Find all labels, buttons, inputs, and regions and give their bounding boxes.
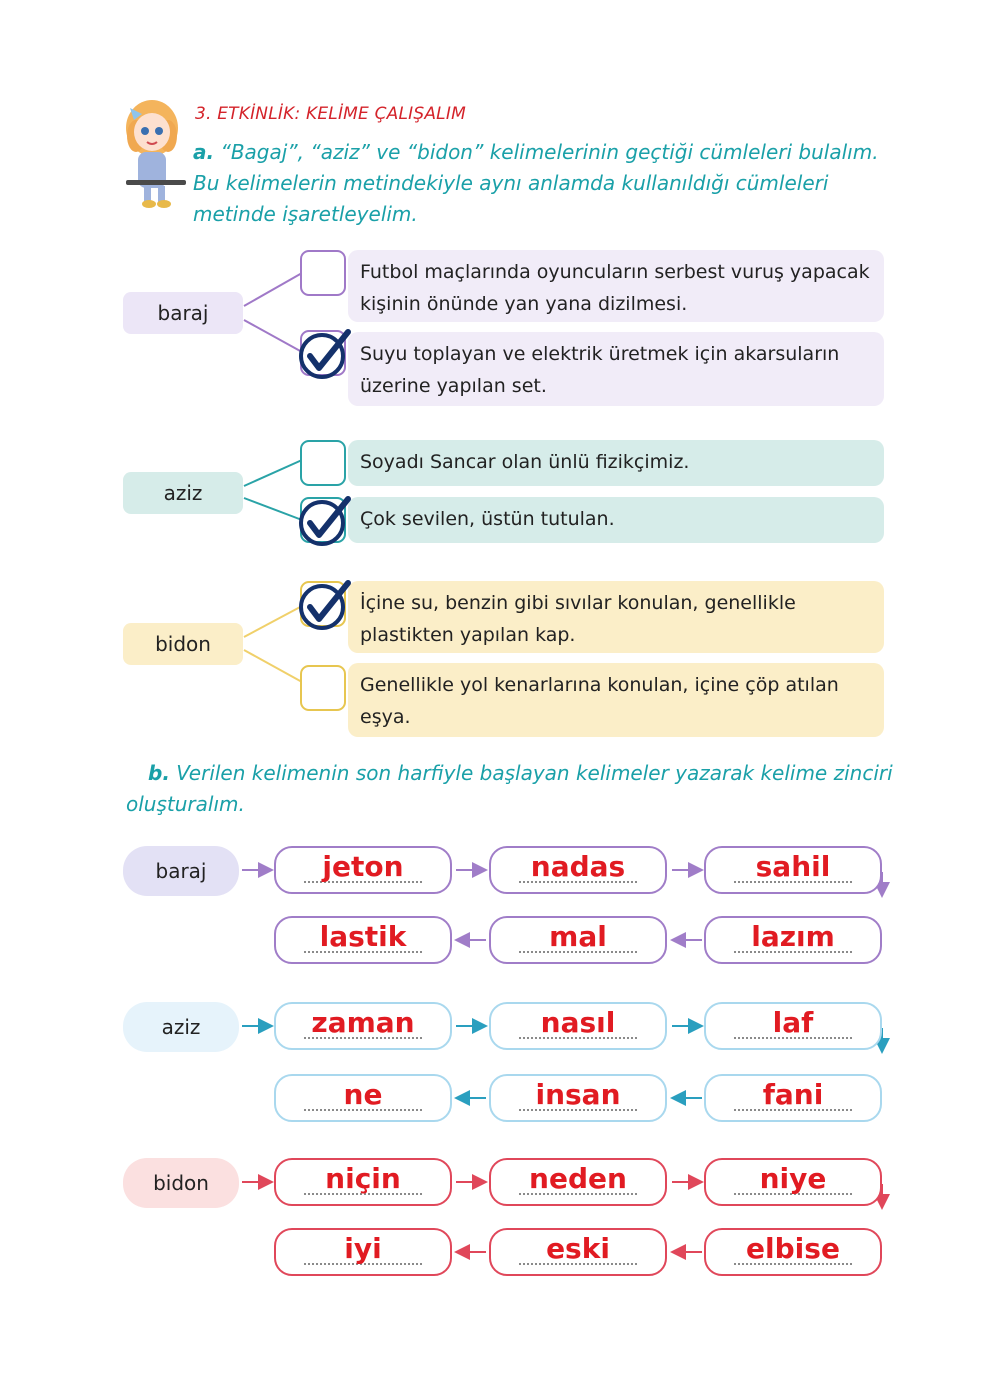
answer-word: neden: [529, 1162, 627, 1195]
checkbox-baraj-2[interactable]: [300, 330, 346, 376]
chain-box[interactable]: [489, 916, 667, 964]
part-b-instruction: [126, 758, 896, 820]
option-aziz-1: Soyadı Sancar olan ünlü fizikçimiz.: [348, 440, 884, 486]
part-b-letter: b.: [148, 761, 170, 785]
checkmark-icon: [298, 493, 354, 549]
chain-box[interactable]: [274, 1228, 452, 1276]
answer-word: sahil: [755, 850, 831, 883]
option-aziz-2: Çok sevilen, üstün tutulan.: [348, 497, 884, 543]
chain-box[interactable]: [489, 1228, 667, 1276]
answer-word: lastik: [319, 920, 407, 953]
chain-box[interactable]: [704, 1228, 882, 1276]
checkbox-aziz-1[interactable]: [300, 440, 346, 486]
chain-box[interactable]: [489, 846, 667, 894]
chain-box[interactable]: [489, 1002, 667, 1050]
chain-box[interactable]: [274, 1074, 452, 1122]
answer-word: niye: [759, 1162, 827, 1195]
checkmark-icon: [298, 326, 354, 382]
option-bidon-1: İçine su, benzin gibi sıvılar konulan, genellikle plastikten yapılan kap.: [348, 581, 884, 653]
chain-box[interactable]: [274, 1002, 452, 1050]
answer-word: elbise: [746, 1232, 840, 1265]
answer-word: eski: [546, 1232, 610, 1265]
answer-word: jeton: [322, 850, 404, 883]
chain-box[interactable]: [704, 1002, 882, 1050]
answer-word: fani: [762, 1078, 824, 1111]
answer-word: niçin: [325, 1162, 401, 1195]
chain-box[interactable]: [704, 1158, 882, 1206]
part-a-text: “Bagaj”, “aziz” ve “bidon” kelimelerinin geçtiği cümleleri bulalım. Bu kelimelerin metindekiyle aynı anlamda kullanıldığı cümleleri metinde işaretleyelim.: [193, 140, 879, 226]
answer-word: zaman: [311, 1006, 415, 1039]
chain-box[interactable]: [274, 916, 452, 964]
answer-word: mal: [549, 920, 607, 953]
answer-word: nasıl: [540, 1006, 616, 1039]
word-aziz: aziz: [123, 472, 243, 514]
option-bidon-2: Genellikle yol kenarlarına konulan, içine çöp atılan eşya.: [348, 663, 884, 737]
option-baraj-1: Futbol maçlarında oyuncuların serbest vuruş yapacak kişinin önünde yan yana dizilmesi.: [348, 250, 884, 322]
chain-box[interactable]: [704, 1074, 882, 1122]
answer-word: lazım: [751, 920, 835, 953]
checkmark-icon: [298, 577, 354, 633]
activity-title: 3. ETKİNLİK: KELİME ÇALIŞALIM: [195, 104, 466, 124]
chain-start-aziz: aziz: [123, 1002, 239, 1052]
checkbox-bidon-1[interactable]: [300, 581, 346, 627]
chain-box[interactable]: [704, 846, 882, 894]
chain-box[interactable]: [489, 1074, 667, 1122]
chain-box[interactable]: [274, 1158, 452, 1206]
part-b-text: Verilen kelimenin son harfiyle başlayan kelimeler yazarak kelime zinciri oluşturalım.: [126, 761, 893, 816]
option-baraj-2: Suyu toplayan ve elektrik üretmek için akarsuların üzerine yapılan set.: [348, 332, 884, 406]
checkbox-baraj-1[interactable]: [300, 250, 346, 296]
chain-start-baraj: baraj: [123, 846, 239, 896]
answer-word: ne: [343, 1078, 383, 1111]
answer-word: insan: [535, 1078, 621, 1111]
part-a-letter: a.: [193, 140, 215, 164]
chain-start-bidon: bidon: [123, 1158, 239, 1208]
answer-word: nadas: [530, 850, 626, 883]
chain-box[interactable]: [704, 916, 882, 964]
checkbox-aziz-2[interactable]: [300, 497, 346, 543]
word-baraj: baraj: [123, 292, 243, 334]
chain-box[interactable]: [274, 846, 452, 894]
chain-box[interactable]: [489, 1158, 667, 1206]
answer-word: iyi: [344, 1232, 382, 1265]
word-bidon: bidon: [123, 623, 243, 665]
answer-word: laf: [772, 1006, 814, 1039]
checkbox-bidon-2[interactable]: [300, 665, 346, 711]
